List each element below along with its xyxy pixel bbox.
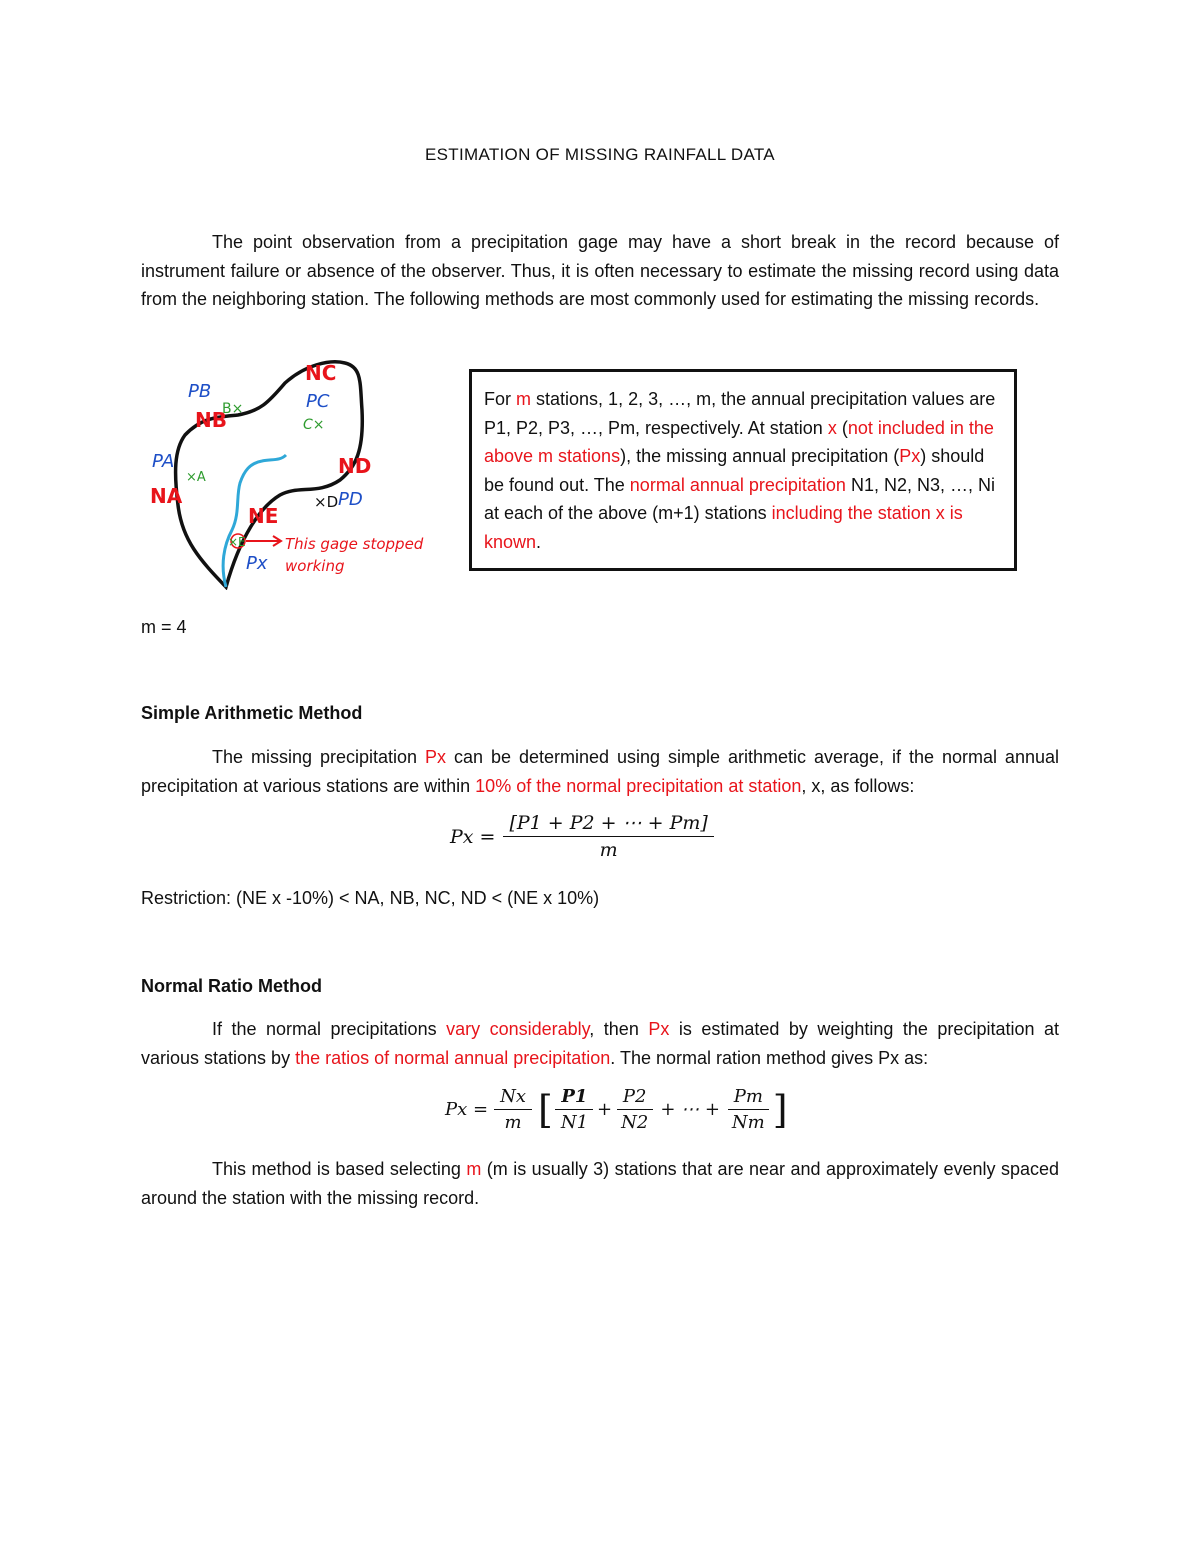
ellipsis-sum: + ⋯ + (660, 1099, 720, 1120)
right-bracket: ] (772, 1087, 788, 1132)
label-d: ×D (314, 493, 339, 511)
label-pa: PA (152, 451, 175, 472)
note-line-1: This gage stopped (285, 535, 424, 553)
catchment-sketch (140, 355, 440, 590)
simple-method-paragraph: The missing precipitation Px can be determined using simple arithmetic average, if the normal annual precipitation at various stations are within 10% of the normal precipitation at station, x, as follows: (141, 747, 1059, 796)
simple-formula (450, 812, 714, 861)
normal-formula-n1: N1 (560, 1112, 589, 1133)
page-title: ESTIMATION OF MISSING RAINFALL DATA (425, 145, 775, 164)
label-pd: PD (338, 489, 363, 510)
plus-sign: + (597, 1099, 613, 1120)
simple-method-heading: Simple Arithmetic Method (141, 703, 363, 723)
simple-formula-lhs: Px = (450, 825, 496, 848)
simple-formula-denominator: m (599, 839, 618, 861)
label-a: ×A (186, 470, 206, 485)
normal-method-paragraph: If the normal precipitations vary considerably, then Px is estimated by weighting the precipitation at various stations by the ratios of normal annual precipitation. The normal ration method gives Px as: (141, 1019, 1059, 1068)
normal-method-closing: This method is based selecting m (m is usually 3) stations that are near and approximately evenly spaced around the station with the missing record. (141, 1159, 1059, 1208)
label-pb: PB (188, 381, 212, 402)
normal-formula-n2: N2 (621, 1112, 649, 1133)
label-na: NA (150, 484, 183, 508)
simple-formula-numerator: [P1 + P2 + ⋯ + Pm] (503, 812, 713, 837)
arrow-icon (246, 536, 281, 546)
normal-formula-m: m (504, 1112, 522, 1133)
label-nb: NB (195, 408, 227, 432)
label-c: C× (303, 417, 325, 433)
normal-formula-p2: P2 (617, 1086, 653, 1110)
m-value: m = 4 (141, 617, 187, 637)
restriction-text: Restriction: (NE x -10%) < NA, NB, NC, ND < (NE x 10%) (141, 888, 600, 908)
label-e: ×E (228, 535, 246, 549)
label-ne: NE (248, 504, 279, 528)
intro-paragraph: The point observation from a precipitation gage may have a short break in the record because of instrument failure or absence of the observer. Thus, it is often necessary to estimate the missing record using data from the neighboring station. The following methods are most commonly used for estimating the missing records. (141, 232, 1059, 310)
label-b: B× (222, 401, 244, 417)
info-box: For m stations, 1, 2, 3, …, m, the annual precipitation values are P1, P2, P3, …, Pm, respectively. At station x (not included in the above m stations), the missing annual precipitation (Px) should be found out. The normal annual precipitation N1, N2, N3, …, Ni at each of the above (m+1) stations including the station x is known. (469, 369, 1017, 571)
normal-formula (445, 1086, 788, 1133)
normal-formula-nm: Nm (731, 1112, 765, 1133)
left-bracket: [ (537, 1087, 553, 1132)
note-line-2: working (285, 557, 345, 575)
label-nc: NC (305, 361, 337, 385)
label-nd: ND (338, 454, 372, 478)
normal-formula-nx: Nx (494, 1086, 532, 1110)
label-pc: PC (306, 391, 330, 412)
normal-method-heading: Normal Ratio Method (141, 976, 323, 996)
normal-formula-p1: P1 (555, 1086, 593, 1110)
label-px: Px (246, 553, 268, 574)
normal-formula-lhs: Px = (445, 1099, 489, 1120)
normal-formula-pm: Pm (728, 1086, 769, 1110)
